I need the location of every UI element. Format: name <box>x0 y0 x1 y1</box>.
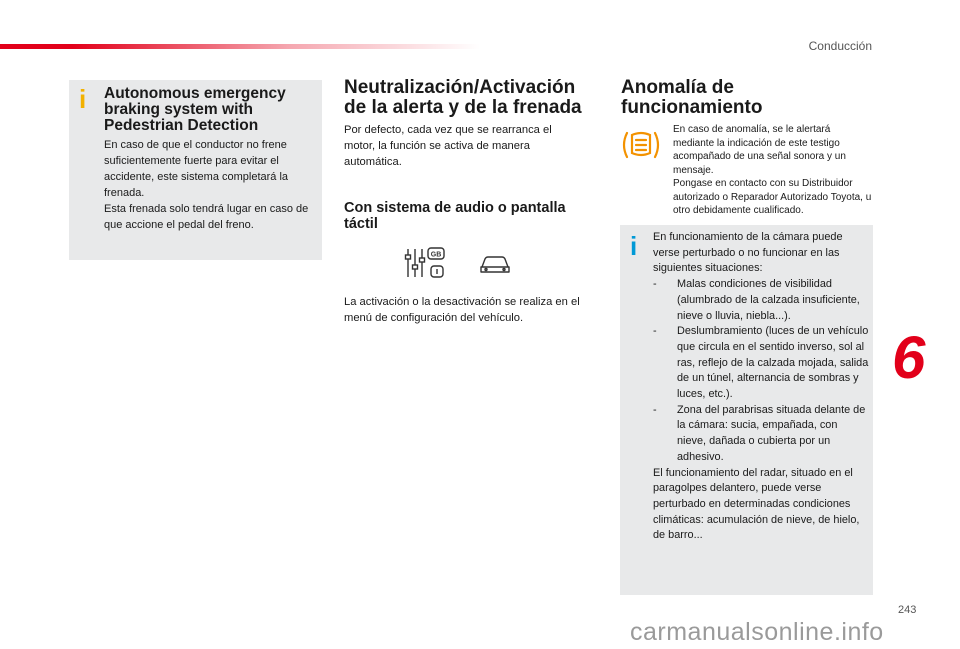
warning-paragraph: Pongase en contacto con su Distribuidor autorizado o Reparador Autorizado Toyota, u otro debidamente cualificado. <box>673 178 872 216</box>
info-icon: i <box>79 84 87 114</box>
list-item: - Zona del parabrisas situada delante de la cámara: sucia, empañada, con nieve, dañada o cubierta por un adhesivo. <box>653 403 869 466</box>
car-icon <box>478 252 512 276</box>
info-intro: En funcionamiento de la cámara puede verse perturbado o no funcionar en las siguientes situaciones: <box>653 231 843 275</box>
settings-sliders-icon <box>404 246 446 280</box>
info-outro: El funcionamiento del radar, situado en el paragolpes delantero, puede verse perturbado en determinadas condiciones climáticas: acumulación de nieve, de hielo, de barro... <box>653 466 860 542</box>
car-icon-group <box>478 252 512 276</box>
box-title: Autonomous emergency braking system with Pedestrian Detection <box>104 85 286 134</box>
info-box-right <box>620 225 873 595</box>
condition-list <box>653 277 869 465</box>
collision-warning-icon <box>620 128 662 162</box>
middle-title: Neutralización/Activación de la alerta y de la frenada <box>344 77 582 118</box>
info-box-body <box>653 230 869 544</box>
warning-text <box>673 123 873 218</box>
box-paragraph: Esta frenada solo tendrá lugar en caso de que accione el pedal del freno. <box>104 203 309 231</box>
chapter-number: 6 <box>892 324 926 391</box>
right-title: Anomalía de funcionamiento <box>621 77 763 118</box>
warning-paragraph: En caso de anomalía, se le alertará mediante la indicación de este testigo acompañado de una señal sonora y un mensaje. <box>673 124 846 176</box>
section-title: Conducción <box>808 39 872 53</box>
box-body <box>104 137 316 233</box>
middle-subtitle: Con sistema de audio o pantalla táctil <box>344 200 566 232</box>
info-box-left <box>69 80 322 260</box>
settings-badge-label: GB <box>430 251 442 259</box>
list-item: - Deslumbramiento (luces de un vehículo que circula en el sentido inverso, sol al ras, reflejo de la calzada mojada, salida de un túnel, alternancia de sombras y luces, etc.). <box>653 324 869 403</box>
page-number: 243 <box>898 604 917 616</box>
settings-icon-group <box>404 246 446 280</box>
info-icon: i <box>630 231 638 261</box>
box-paragraph: En caso de que el conductor no frene suficientemente fuerte para evitar el accidente, este sistema completará la frenada. <box>104 139 289 199</box>
middle-intro: Por defecto, cada vez que se rearranca el motor, la función se activa de manera automática. <box>344 124 552 168</box>
header-accent-bar <box>0 44 480 49</box>
list-item: - Malas condiciones de visibilidad (alumbrado de la calzada insuficiente, nieve o lluvia, niebla...). <box>653 277 869 324</box>
middle-note: La activación o la desactivación se realiza en el menú de configuración del vehículo. <box>344 296 580 324</box>
warning-icon-group <box>620 128 662 162</box>
watermark: carmanualsonline.info <box>630 618 884 646</box>
